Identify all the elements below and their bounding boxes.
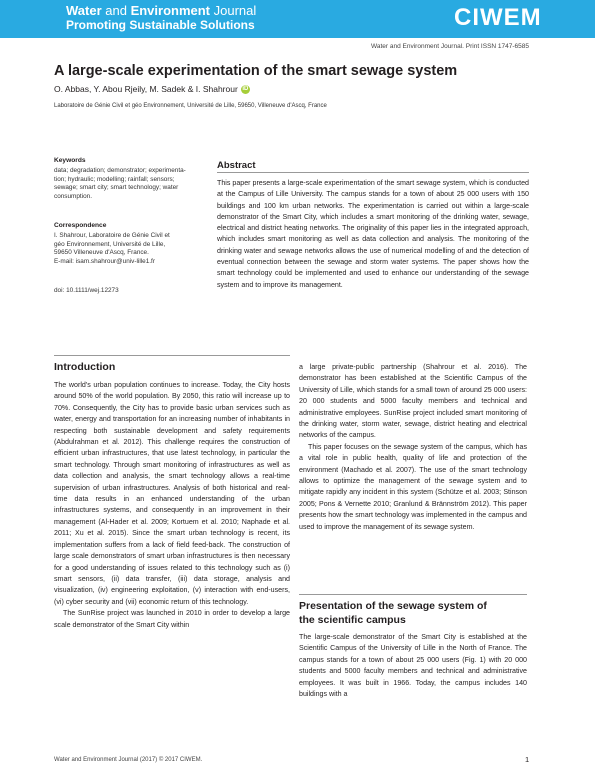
abstract-text: This paper presents a large-scale experimentation of the smart sewage system, which is conducted at the Campus of Lille University. The campus stands for a town of about 25 000 users with 150 buildings and 100 km urban networks. The experimentation is carried out within a large-scale demonstrator of the Smart City, which includes a smart monitoring of the drinking water, sewage, electrical and district heating networks. The originality of this paper lies in the integrated approach, which includes smart monitoring as well as data collection and analysis. The monitoring of the drinking water and sewage networks allows the use of numerical modelling of and the detection of eventual connection between the sewage and storm water systems. The paper shows how the smart technology could be implemented and used to enhance our understanding of the sewage system and to improve its management. — [217, 179, 529, 289]
intro-column-right — [299, 362, 527, 533]
doi-link[interactable]: doi: 10.1111/wej.12273 — [54, 287, 119, 294]
intro-divider — [54, 355, 290, 356]
author-line — [54, 84, 250, 94]
footer-citation: Water and Environment Journal (2017) © 2017 CIWEM. — [54, 757, 203, 763]
paragraph: The world's urban population continues to increase. Today, the City hosts around 50% of the world population. By 2050, this ratio will increase up to 70%. Consequently, the City has to provide basic urban services such as water, energy and transportation for an increasing number of inhabitants in respecting both sustainable development and safety requirements (Abdulrahman et al. 2012). This challenge requires the construction of efficient urban infrastructures, that use latest technology, in particular the smart technology. Through smart monitoring of infrastructures as well as data collection and analysis, the smart technology allows a real-time supervision of urban infrastructures. Analysis of both historical and real-time data results in an enhanced understanding of the urban infrastructures systems, and consequently in an improvement in their management (Al-Hader et al. 2009; Kortuem et al. 2010; Naphade et al. 2011; Xu et al. 2015). Since the smart urban technology is recent, its implementation suffers from a lack of field feed-back. The construction of large scale demonstrators of smart urban infrastructures is then necessary for a good understanding of issues related to this technology such as (i) smart sensors, (ii) data transfer, (iii) data storage, analysis and visualization, (iv) engineering exploitation, (v) interaction with end-users, (vi) cyber security and (vii) economic return of this technology. — [54, 381, 290, 606]
abstract-heading: Abstract — [217, 160, 256, 171]
presentation-heading-line2: the scientific campus — [299, 614, 406, 626]
journal-name-and: and — [101, 3, 131, 18]
author-names: O. Abbas, Y. Abou Rjeily, M. Sadek & I. Shahrour — [54, 84, 238, 94]
correspondence-heading: Correspondence — [54, 222, 107, 229]
presentation-column — [299, 632, 527, 700]
affiliation: Laboratoire de Génie Civil et géo Environnement, Université de Lille, 59650, Villeneuve d'Ascq, France — [54, 103, 327, 109]
journal-name-water: Water — [66, 3, 102, 18]
correspondence-block — [54, 222, 204, 267]
paragraph: a large private-public partnership (Shahrour et al. 2016). The demonstrator has been established at the Scientific Campus of the University of Lille, which stands for a small town of around 25 000 users: 20 000 students and 5000 faculty members and technical and administrative employees. SunRise project included smart monitoring of the drinking water, storm water, sewage, district heating and electrical networks of the campus. — [299, 363, 527, 440]
presentation-heading-line1: Presentation of the sewage system of — [299, 600, 487, 612]
intro-column-left — [54, 380, 290, 631]
paragraph: The SunRise project was launched in 2010 in order to develop a large scale demonstrator of the Smart City within — [54, 609, 290, 629]
keywords-line: sewage; smart city; smart technology; water — [54, 184, 179, 192]
keywords-line: tion; hydraulic; modelling; rainfall; sensors; — [54, 175, 175, 183]
issn-line: Water and Environment Journal. Print ISSN 1747-6585 — [370, 43, 529, 50]
keywords-line: consumption. — [54, 193, 93, 201]
page-number: 1 — [525, 755, 530, 764]
journal-name-journal: Journal — [210, 3, 257, 18]
journal-title[interactable] — [66, 3, 256, 19]
doi-block — [54, 287, 204, 296]
orcid-icon[interactable]: iD — [242, 85, 249, 92]
article-title: A large-scale experimentation of the smart sewage system — [54, 63, 458, 79]
correspondence-line: 59650 Villeneuve d'Ascq, France. — [54, 249, 149, 257]
intro-heading: Introduction — [54, 361, 116, 373]
paragraph: This paper focuses on the sewage system of the campus, which has a vital role in public health, quality of life and protection of the environment (Machado et al. 2007). The use of the smart technology allows to optimize the management of the sewage system and to mitigate rapidly any incident in this system (Schütze et al. 2003; Stinson 2005; Pons & Vernette 2010; Granlund & Brännström 2012). This paper presents how the smart technology was implemented in the campus and used to improve the management of its sewage system. — [299, 442, 527, 531]
correspondence-email[interactable]: E-mail: isam.shahrour@univ-lille1.fr — [54, 258, 155, 266]
keywords-heading: Keywords — [54, 157, 86, 164]
ciwem-logo[interactable]: CIWEM — [454, 4, 542, 31]
journal-tagline: Promoting Sustainable Solutions — [66, 18, 255, 32]
paragraph: The large-scale demonstrator of the Smart City is established at the Scientific Campus of the University of Lille in the North of France. The campus stands for a town of about 25 000 users (Fig. 1) with 20 000 students and 5000 faculty members and technical and administrative employees. It was built in 1966. Today, the campus includes 140 buildings with a — [299, 633, 527, 699]
abstract-divider — [217, 172, 529, 173]
correspondence-line: I. Shahrour, Laboratoire de Génie Civil et — [54, 231, 170, 239]
presentation-divider — [299, 594, 527, 595]
keywords-line: data; degradation; demonstrator; experimenta- — [54, 166, 186, 174]
keywords-block — [54, 157, 204, 202]
correspondence-line: géo Environnement, Université de Lille, — [54, 240, 166, 248]
journal-name-environment: Environment — [130, 3, 211, 18]
